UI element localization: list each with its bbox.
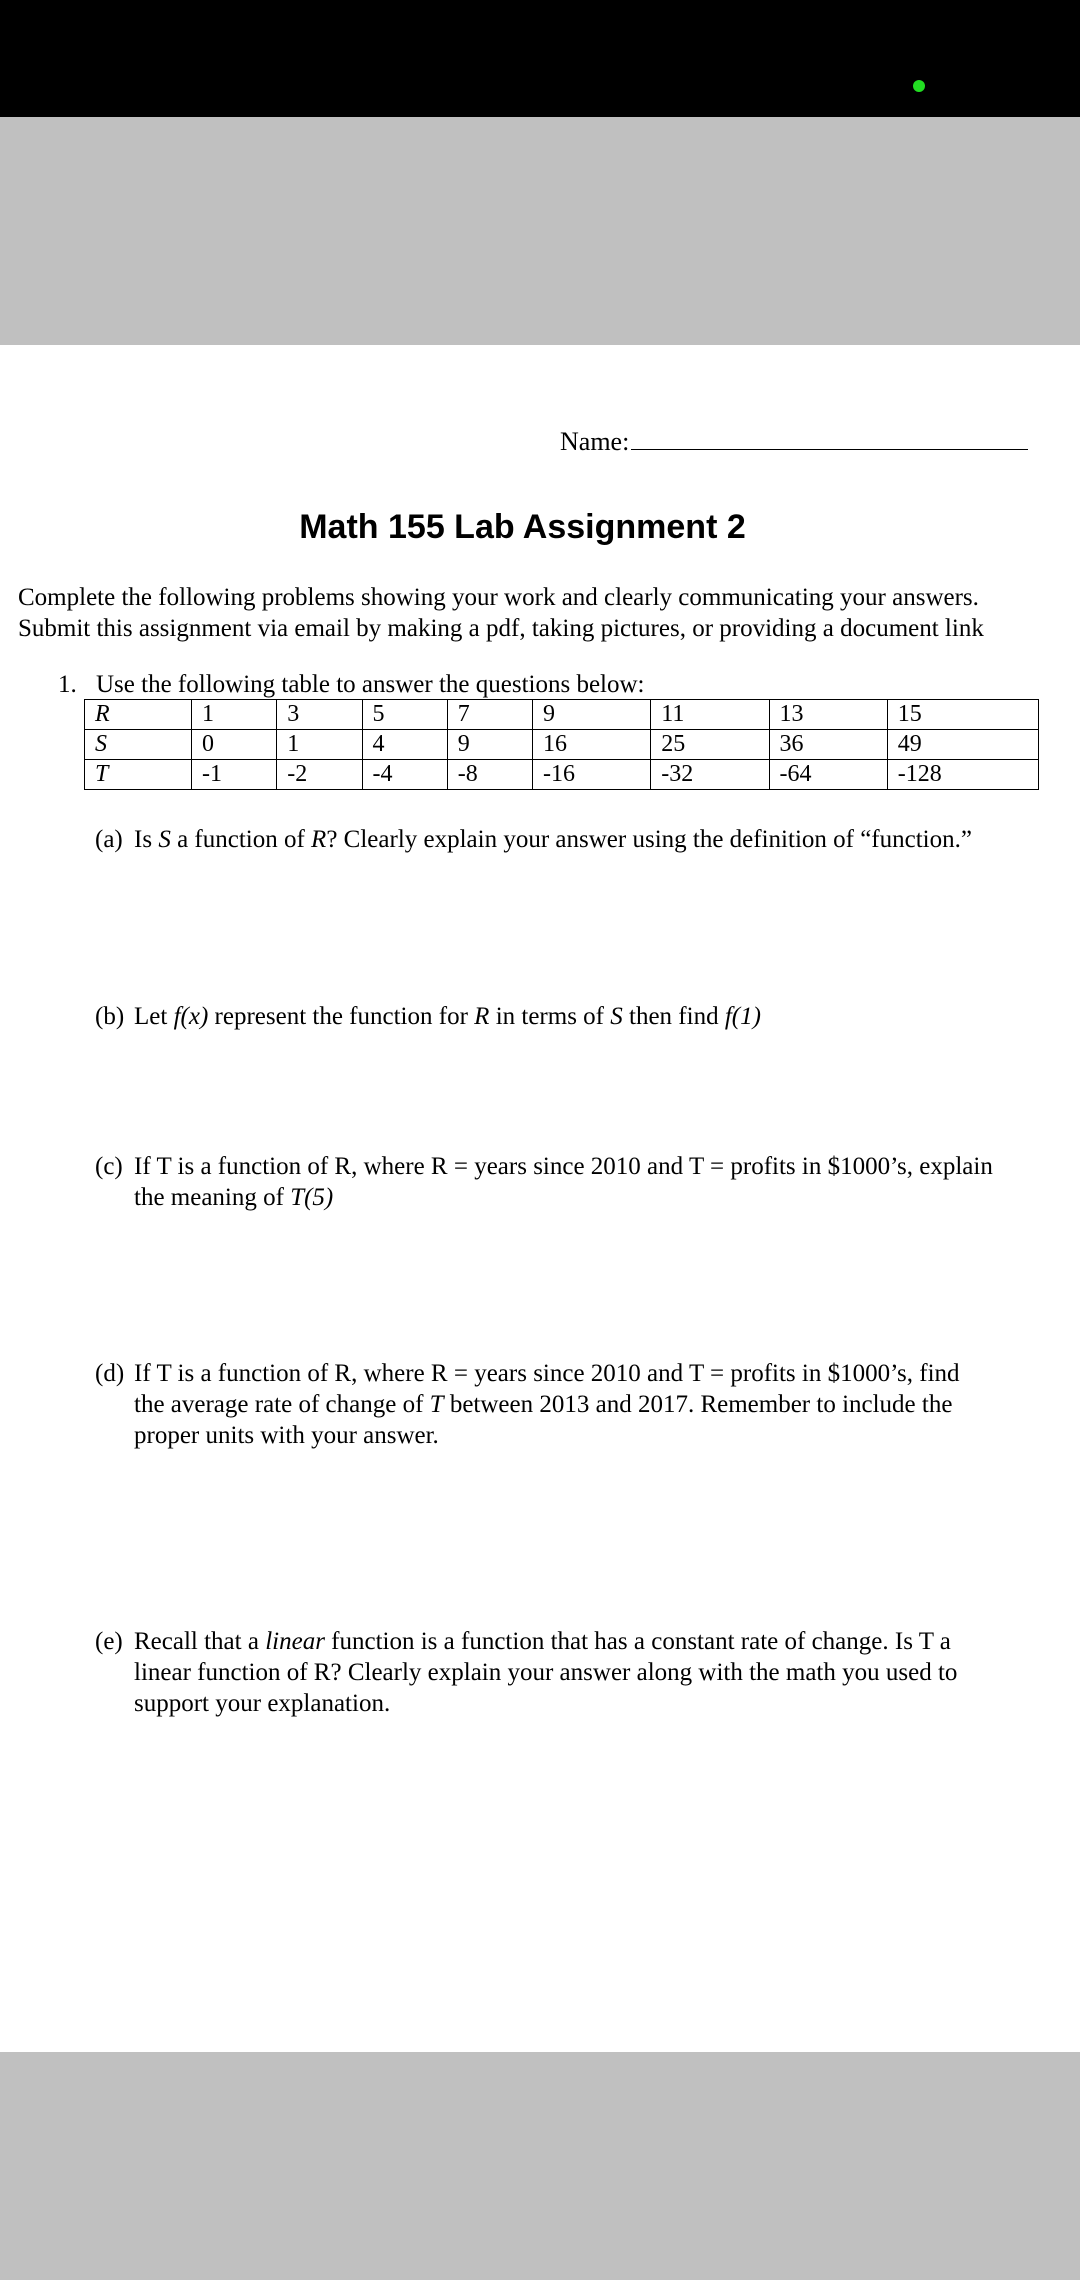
table-cell: 1 <box>192 700 277 730</box>
table-cell: 4 <box>362 730 447 760</box>
part-text: Is S a function of R? Clearly explain your answer using the definition of “function.” <box>134 826 972 853</box>
name-label: Name: <box>560 427 630 456</box>
table-cell: -4 <box>362 760 447 790</box>
camera-indicator-icon <box>913 80 925 92</box>
part-e <box>95 1626 1035 1719</box>
viewer-background-bottom <box>0 2052 1080 2280</box>
table-cell: -2 <box>277 760 362 790</box>
viewer-background-top <box>0 117 1080 345</box>
table-row <box>85 730 1039 760</box>
part-b <box>95 1001 1035 1032</box>
instructions <box>18 582 1068 644</box>
table-cell: 9 <box>447 730 532 760</box>
table-cell: 7 <box>447 700 532 730</box>
table-cell: 1 <box>277 730 362 760</box>
table-cell: 0 <box>192 730 277 760</box>
table-cell: -128 <box>887 760 1038 790</box>
table-cell: -1 <box>192 760 277 790</box>
table-cell: 13 <box>769 700 887 730</box>
part-text: Let f(x) represent the function for R in terms of S then find f(1) <box>134 1003 761 1030</box>
part-text: If T is a function of R, where R = years since 2010 and T = profits in $1000’s, find the average rate of change of T between 2013 and 2017. Remember to include the proper units with your answer. <box>134 1360 960 1449</box>
question-number: 1. <box>58 671 77 698</box>
status-bar <box>0 0 1080 117</box>
row-label: R <box>85 700 192 730</box>
name-field <box>560 423 1028 457</box>
table-cell: 49 <box>887 730 1038 760</box>
part-d <box>95 1358 1035 1451</box>
table-cell: 5 <box>362 700 447 730</box>
table-cell: -16 <box>533 760 651 790</box>
instructions-line: Complete the following problems showing your work and clearly communicating your answers. <box>18 584 979 611</box>
table-cell: 25 <box>651 730 769 760</box>
part-label: (a) <box>95 826 123 853</box>
document-page[interactable] <box>0 345 1080 2052</box>
part-label: (c) <box>95 1153 123 1180</box>
name-blank <box>631 423 1028 450</box>
instructions-line: Submit this assignment via email by making a pdf, taking pictures, or providing a document link <box>18 615 984 642</box>
table-cell: 15 <box>887 700 1038 730</box>
table-cell: -64 <box>769 760 887 790</box>
table-cell: 11 <box>651 700 769 730</box>
part-c <box>95 1151 1035 1213</box>
part-label: (b) <box>95 1003 125 1030</box>
table-cell: 9 <box>533 700 651 730</box>
table-cell: 16 <box>533 730 651 760</box>
question-1 <box>58 671 645 699</box>
question-text: Use the following table to answer the questions below: <box>96 671 645 698</box>
part-label: (e) <box>95 1628 123 1655</box>
table-row <box>85 700 1039 730</box>
data-table <box>84 699 1039 790</box>
table-cell: 3 <box>277 700 362 730</box>
part-label: (d) <box>95 1360 125 1387</box>
table-cell: -8 <box>447 760 532 790</box>
table-row <box>85 760 1039 790</box>
part-a <box>95 824 1035 855</box>
row-label: S <box>85 730 192 760</box>
part-text: If T is a function of R, where R = years since 2010 and T = profits in $1000’s, explain the meaning of T(5) <box>134 1153 993 1211</box>
part-text: Recall that a linear function is a function that has a constant rate of change. Is T a linear function of R? Clearly explain your answer along with the math you used to support your explanation. <box>134 1628 958 1717</box>
table-cell: 36 <box>769 730 887 760</box>
page-title: Math 155 Lab Assignment 2 <box>299 508 746 546</box>
row-label: T <box>85 760 192 790</box>
table-cell: -32 <box>651 760 769 790</box>
